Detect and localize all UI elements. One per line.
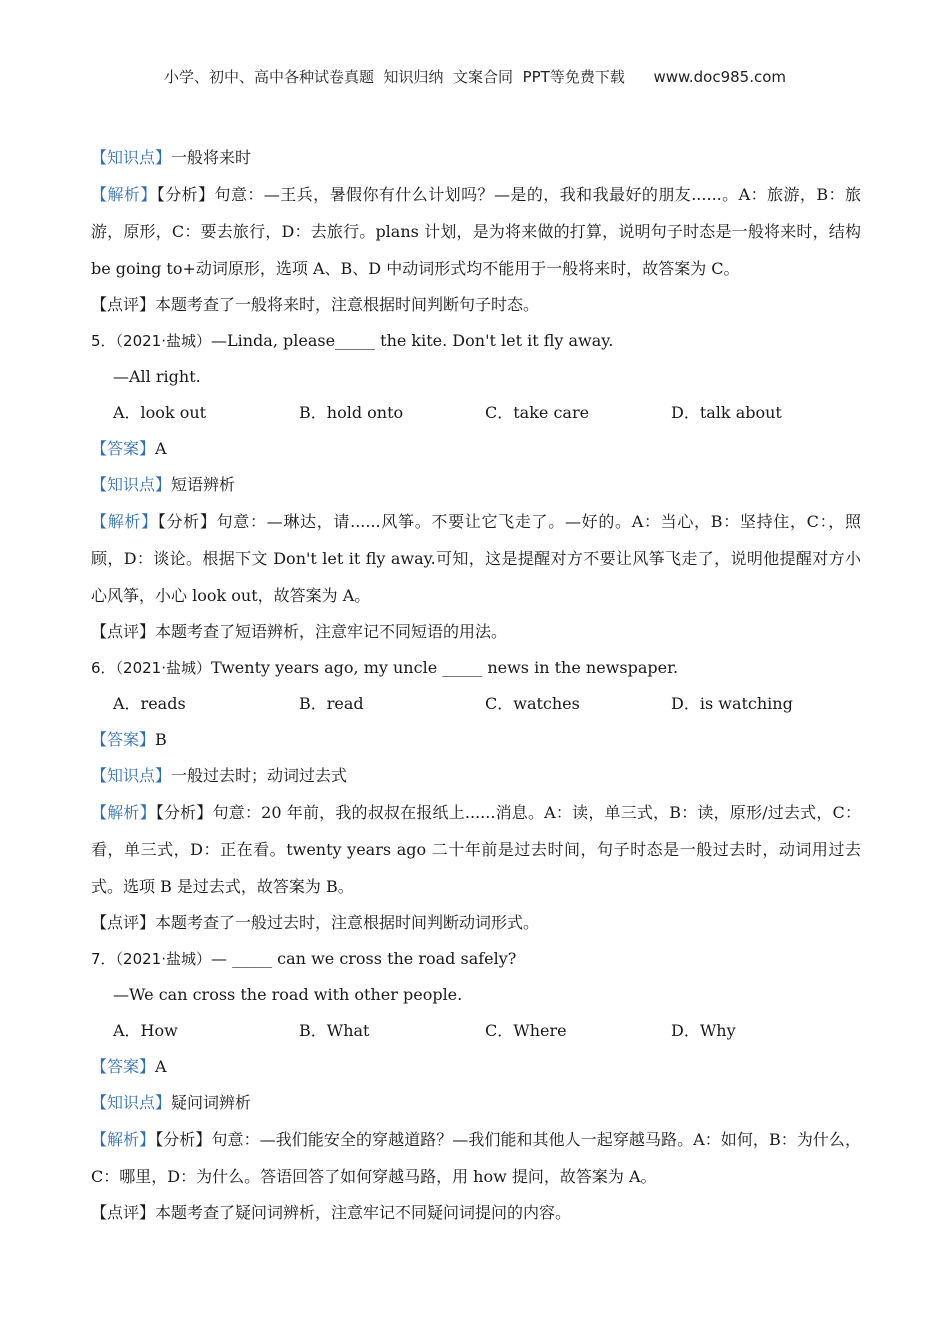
option-c: C．take care xyxy=(485,403,590,422)
analysis xyxy=(91,176,861,287)
answer-tag: 【答案】 xyxy=(91,1057,156,1076)
option-b: B．hold onto xyxy=(299,403,404,422)
analysis-text: 句意：—我们能安全的穿越道路？—我们能和其他人一起穿越马路。A：如何，B：为什么，C：哪里，D：为什么。答语回答了如何穿越马路，用 how 提问，故答案为 A。 xyxy=(91,1130,861,1186)
knowledge-point xyxy=(91,140,861,176)
knowledge-point xyxy=(91,1085,861,1121)
analysis-tag: 【解析】 xyxy=(91,185,157,204)
knowledge-tag: 【知识点】 xyxy=(91,475,172,494)
question-7-options xyxy=(91,1013,861,1049)
comment-text: 本题考查了一般过去时，注意根据时间判断动词形式。 xyxy=(155,913,540,932)
analysis xyxy=(91,1121,861,1195)
question-text: Twenty years ago, my uncle _____ news in the newspaper. xyxy=(211,658,679,677)
comment-tag: 【点评】 xyxy=(91,1203,156,1222)
answer-text: B xyxy=(155,730,167,749)
page-header xyxy=(0,66,950,87)
header-url: www.doc985.com xyxy=(653,68,787,86)
comment-text: 本题考查了短语辨析，注意牢记不同短语的用法。 xyxy=(155,622,508,641)
option-d: D．talk about xyxy=(671,403,782,422)
option-a: A．reads xyxy=(113,694,186,713)
comment-text: 本题考查了一般将来时，注意根据时间判断句子时态。 xyxy=(155,295,540,314)
question-6-options xyxy=(91,686,861,722)
option-d: D．Why xyxy=(671,1021,736,1040)
knowledge-text: 一般过去时；动词过去式 xyxy=(171,766,348,785)
answer xyxy=(91,722,861,758)
question-7-reply: —We can cross the road with other people. xyxy=(113,985,463,1004)
question-7-stem xyxy=(91,941,861,977)
analysis-text: 句意：20 年前，我的叔叔在报纸上......消息。A：读，单三式，B：读，原形/过去式，C：看，单三式，D：正在看。twenty years ago 二十年前是过去时间，句子时态是一般过去时，动词用过去式。选项 B 是过去式，故答案为 B。 xyxy=(91,803,861,896)
question-5-reply: —All right. xyxy=(113,367,201,386)
question-5-stem xyxy=(91,323,861,359)
analysis-tag: 【解析】 xyxy=(91,803,156,822)
comment-text: 本题考查了疑问词辨析，注意牢记不同疑问词提问的内容。 xyxy=(155,1203,572,1222)
knowledge-tag: 【知识点】 xyxy=(91,766,172,785)
analysis-sub-tag: 【分析】 xyxy=(156,185,215,204)
option-c: C．Where xyxy=(485,1021,567,1040)
answer xyxy=(91,1049,861,1085)
analysis xyxy=(91,794,861,905)
question-text: — _____ can we cross the road safely? xyxy=(211,949,517,968)
knowledge-point xyxy=(91,467,861,503)
question-number: 7．（2021·盐城） xyxy=(91,950,211,968)
question-text: —Linda, please_____ the kite. Don't let it fly away. xyxy=(211,331,614,350)
question-number: 6．（2021·盐城） xyxy=(91,659,211,677)
option-b: B．read xyxy=(299,694,364,713)
answer-text: A xyxy=(155,1057,167,1076)
comment xyxy=(91,905,861,941)
comment-tag: 【点评】 xyxy=(91,295,156,314)
knowledge-text: 短语辨析 xyxy=(171,475,236,494)
analysis-sub-tag: 【分析】 xyxy=(155,803,213,822)
analysis xyxy=(91,503,861,614)
comment-tag: 【点评】 xyxy=(91,913,156,932)
question-6-stem xyxy=(91,650,861,686)
analysis-text: 句意：—琳达，请......风筝。不要让它飞走了。—好的。A：当心，B：坚持住，C：，照顾，D：谈论。根据下文 Don't let it fly away.可知，这是提醒对方不要让风筝飞走了，说明他提醒对方小心风筝，小心 look out，故答案为 A。 xyxy=(91,512,861,605)
question-5-options xyxy=(91,395,861,431)
question-number: 5．（2021·盐城） xyxy=(91,332,211,350)
option-a: A．How xyxy=(113,1021,178,1040)
knowledge-text: 疑问词辨析 xyxy=(171,1093,252,1112)
knowledge-point xyxy=(91,758,861,794)
knowledge-text: 一般将来时 xyxy=(171,148,252,167)
option-c: C．watches xyxy=(485,694,580,713)
analysis-sub-tag: 【分析】 xyxy=(155,1130,212,1149)
analysis-text: 句意：—王兵，暑假你有什么计划吗？—是的，我和我最好的朋友......。A：旅游，B：旅游，原形，C：要去旅行，D：去旅行。plans 计划，是为将来做的打算，说明句子时态是一般将来时，结构 be going to+动词原形，选项 A、B、D 中动词形式均不能用于一般将来时，故答案为 C。 xyxy=(91,185,861,278)
answer-tag: 【答案】 xyxy=(91,730,156,749)
answer-tag: 【答案】 xyxy=(91,439,156,458)
comment xyxy=(91,614,861,650)
header-text: 小学、初中、高中各种试卷真题 知识归纳 文案合同 PPT等免费下载 xyxy=(163,68,625,86)
option-d: D．is watching xyxy=(671,694,793,713)
answer-text: A xyxy=(155,439,167,458)
option-b: B．What xyxy=(299,1021,370,1040)
knowledge-tag: 【知识点】 xyxy=(91,1093,172,1112)
option-a: A．look out xyxy=(113,403,207,422)
comment-tag: 【点评】 xyxy=(91,622,156,641)
comment xyxy=(91,1195,861,1231)
comment xyxy=(91,287,861,323)
analysis-tag: 【解析】 xyxy=(91,512,158,531)
analysis-tag: 【解析】 xyxy=(91,1130,156,1149)
document-body xyxy=(91,140,861,1231)
answer xyxy=(91,431,861,467)
analysis-sub-tag: 【分析】 xyxy=(157,512,217,531)
knowledge-tag: 【知识点】 xyxy=(91,148,172,167)
